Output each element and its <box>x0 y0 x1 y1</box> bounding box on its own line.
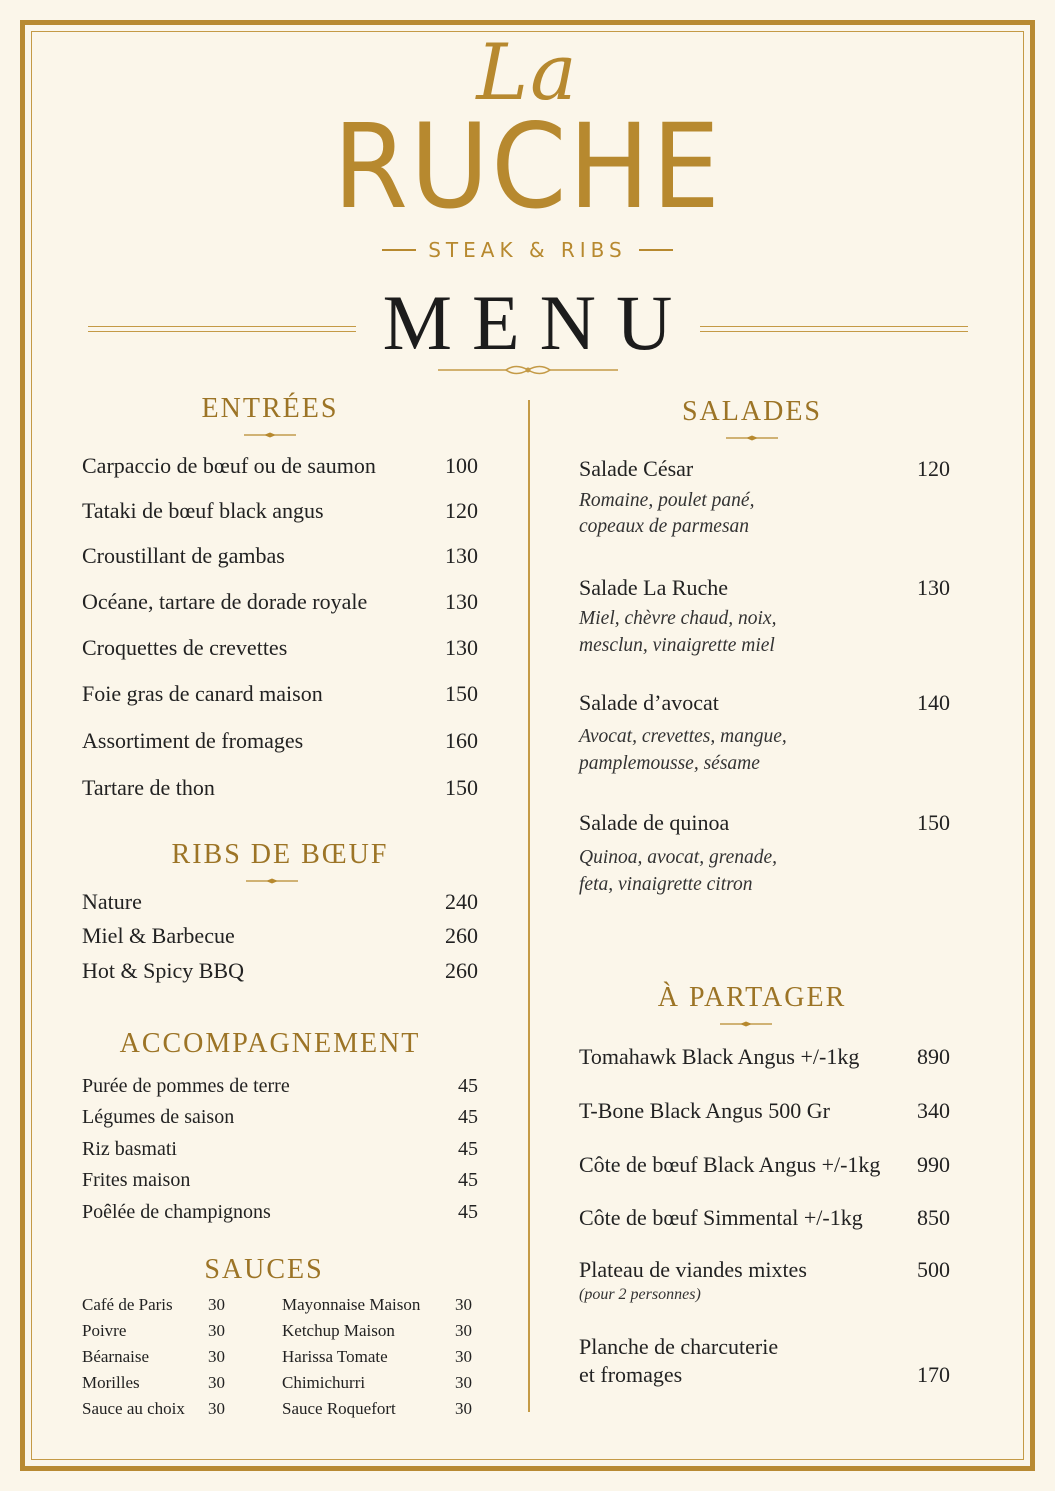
sauce-price: 30 <box>208 1347 225 1366</box>
item-name: Purée de pommes de terre <box>82 1075 290 1097</box>
center-divider <box>528 400 530 1412</box>
item-note: (pour 2 personnes) <box>579 1286 701 1303</box>
item-description: Romaine, poulet pané, <box>579 490 755 511</box>
tagline-text: STEAK & RIBS <box>428 238 627 262</box>
item-price: 150 <box>917 810 950 835</box>
item-price: 500 <box>917 1257 950 1282</box>
item-price: 170 <box>917 1362 950 1387</box>
item-name: Tataki de bœuf black angus <box>82 498 324 523</box>
item-name: Miel & Barbecue <box>82 923 235 948</box>
sauce-price: 30 <box>455 1347 472 1366</box>
sauce-name: Ketchup Maison <box>282 1321 395 1340</box>
item-name: Poêlée de champignons <box>82 1201 271 1223</box>
item-name: Côte de bœuf Simmental +/-1kg <box>579 1205 863 1230</box>
tagline-rule-right <box>639 249 673 251</box>
menu-title: MENU <box>382 279 693 366</box>
sauce-price: 30 <box>208 1399 225 1418</box>
sauce-name: Harissa Tomate <box>282 1347 388 1366</box>
item-price: 340 <box>917 1098 950 1123</box>
sauce-name: Poivre <box>82 1321 127 1340</box>
item-name: Salade La Ruche <box>579 575 729 600</box>
item-price: 140 <box>917 690 950 715</box>
item-name: Salade de quinoa <box>579 810 730 835</box>
section-ornament-partager <box>720 1021 772 1027</box>
sauce-name: Sauce Roquefort <box>282 1399 396 1418</box>
item-price: 45 <box>458 1169 478 1191</box>
item-name: et fromages <box>579 1362 683 1387</box>
sauce-price: 30 <box>455 1373 472 1392</box>
item-price: 45 <box>458 1075 478 1097</box>
item-price: 130 <box>445 635 478 660</box>
item-price: 130 <box>445 543 478 568</box>
item-price: 240 <box>445 889 478 914</box>
item-name: Croquettes de crevettes <box>82 635 288 660</box>
item-description: feta, vinaigrette citron <box>579 874 753 895</box>
item-price: 45 <box>458 1106 478 1128</box>
section-title-entrees: ENTRÉES <box>201 393 339 424</box>
logo-ruche: RUCHE <box>333 99 722 235</box>
item-name: Riz basmati <box>82 1138 177 1160</box>
item-name: Assortiment de fromages <box>82 728 304 753</box>
sauce-price: 30 <box>455 1399 472 1418</box>
section-ornament-salades <box>726 435 778 441</box>
item-price: 150 <box>445 681 478 706</box>
sauce-price: 30 <box>455 1295 472 1314</box>
item-description: Avocat, crevettes, mangue, <box>579 726 787 747</box>
item-description: Miel, chèvre chaud, noix, <box>579 608 777 629</box>
title-ornament <box>438 362 618 378</box>
item-name: Hot & Spicy BBQ <box>82 958 244 983</box>
sauce-name: Café de Paris <box>82 1295 173 1314</box>
sauce-price: 30 <box>208 1295 225 1314</box>
item-price: 260 <box>445 923 478 948</box>
item-name: T-Bone Black Angus 500 Gr <box>579 1098 830 1123</box>
item-price: 260 <box>445 958 478 983</box>
sauce-name: Béarnaise <box>82 1347 150 1366</box>
item-name: Carpaccio de bœuf ou de saumon <box>82 453 376 478</box>
item-name: Nature <box>82 889 142 914</box>
item-price: 990 <box>917 1152 950 1177</box>
section-title-ribs: RIBS DE BŒUF <box>171 839 389 870</box>
sauce-price: 30 <box>455 1321 472 1340</box>
section-title-sauces: SAUCES <box>204 1254 324 1285</box>
item-description: copeaux de parmesan <box>579 516 750 537</box>
section-ornament-entrees <box>244 432 296 438</box>
item-name: Tomahawk Black Angus +/-1kg <box>579 1044 860 1069</box>
item-name: Frites maison <box>82 1169 191 1191</box>
section-title-salades: SALADES <box>681 396 822 427</box>
item-price: 150 <box>445 775 478 800</box>
item-price: 890 <box>917 1044 950 1069</box>
sauce-name: Chimichurri <box>282 1373 366 1392</box>
item-name: Salade César <box>579 456 694 481</box>
section-title-partager: À PARTAGER <box>657 982 847 1013</box>
tagline <box>0 236 1055 264</box>
item-price: 120 <box>917 456 950 481</box>
item-price: 850 <box>917 1205 950 1230</box>
share-item-name-line1: Planche de charcuterie <box>579 1334 779 1359</box>
item-price: 45 <box>458 1138 478 1160</box>
item-name: Foie gras de canard maison <box>82 681 323 706</box>
item-description: pamplemousse, sésame <box>579 753 760 774</box>
sauce-name: Sauce au choix <box>82 1399 185 1418</box>
sauce-price: 30 <box>208 1373 225 1392</box>
item-name: Croustillant de gambas <box>82 543 285 568</box>
item-price: 130 <box>445 589 478 614</box>
title-rule-right <box>700 326 968 332</box>
sauce-price: 30 <box>208 1321 225 1340</box>
item-description: Quinoa, avocat, grenade, <box>579 847 778 868</box>
logo-la: La <box>476 28 579 118</box>
item-price: 45 <box>458 1201 478 1223</box>
item-price: 120 <box>445 498 478 523</box>
item-name: Océane, tartare de dorade royale <box>82 589 368 614</box>
item-price: 100 <box>445 453 478 478</box>
item-name: Plateau de viandes mixtes <box>579 1257 807 1282</box>
section-title-accompagnement: ACCOMPAGNEMENT <box>119 1028 421 1059</box>
item-name: Légumes de saison <box>82 1106 235 1128</box>
item-price: 160 <box>445 728 478 753</box>
tagline-rule-left <box>382 249 416 251</box>
sauce-name: Morilles <box>82 1373 140 1392</box>
section-ornament-ribs <box>246 878 298 884</box>
item-price: 130 <box>917 575 950 600</box>
item-name: Salade d’avocat <box>579 690 719 715</box>
item-description: mesclun, vinaigrette miel <box>579 635 775 656</box>
item-name: Côte de bœuf Black Angus +/-1kg <box>579 1152 881 1177</box>
sauce-name: Mayonnaise Maison <box>282 1295 421 1314</box>
item-name: Tartare de thon <box>82 775 215 800</box>
